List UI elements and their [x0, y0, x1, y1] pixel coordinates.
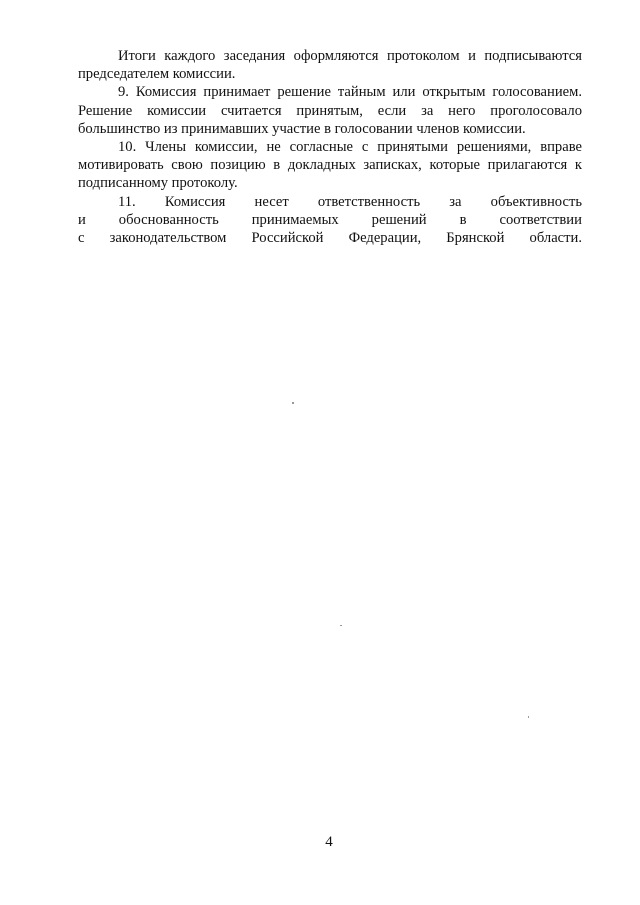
word: несет [254, 193, 289, 210]
paragraph-intro: Итоги каждого заседания оформляются протоколом и подписываются председателем комиссии. [78, 48, 582, 83]
word: Брянской [446, 230, 505, 247]
word: Российской [251, 230, 324, 247]
word: с [78, 230, 85, 247]
word: Федерации, [348, 230, 422, 247]
scan-speck [340, 625, 342, 626]
word: соответствии [499, 211, 582, 228]
word: области. [529, 230, 582, 247]
document-body [78, 47, 582, 247]
word: принимаемых [251, 211, 339, 228]
paragraph-11-line-1 [78, 193, 582, 211]
word: 11. [118, 193, 136, 210]
paragraph-11 [78, 193, 582, 248]
word: обоснованность [118, 211, 219, 228]
paragraph-11-line-2 [78, 211, 582, 229]
word: ответственность [317, 193, 421, 210]
word: законодательством [109, 230, 227, 247]
scan-speck [528, 716, 529, 718]
word: объективность [490, 193, 582, 210]
page-number: 4 [325, 834, 333, 850]
paragraph-10: 10. Члены комиссии, не согласные с принятыми решениями, вправе мотивировать свою позицию в докладных записках, которые прилагаются к подписанному протоколу. [78, 139, 582, 192]
scan-speck [292, 402, 294, 404]
word: решений [371, 211, 427, 228]
word: и [78, 211, 86, 228]
paragraph-9: 9. Комиссия принимает решение тайным или открытым голосованием. Решение комиссии считается принятым, если за него проголосовало большинство из принимавших участие в голосовании членов комиссии. [78, 84, 582, 137]
word: за [449, 193, 462, 210]
word: в [459, 211, 467, 228]
paragraph-11-line-3 [78, 229, 582, 247]
word: Комиссия [164, 193, 226, 210]
